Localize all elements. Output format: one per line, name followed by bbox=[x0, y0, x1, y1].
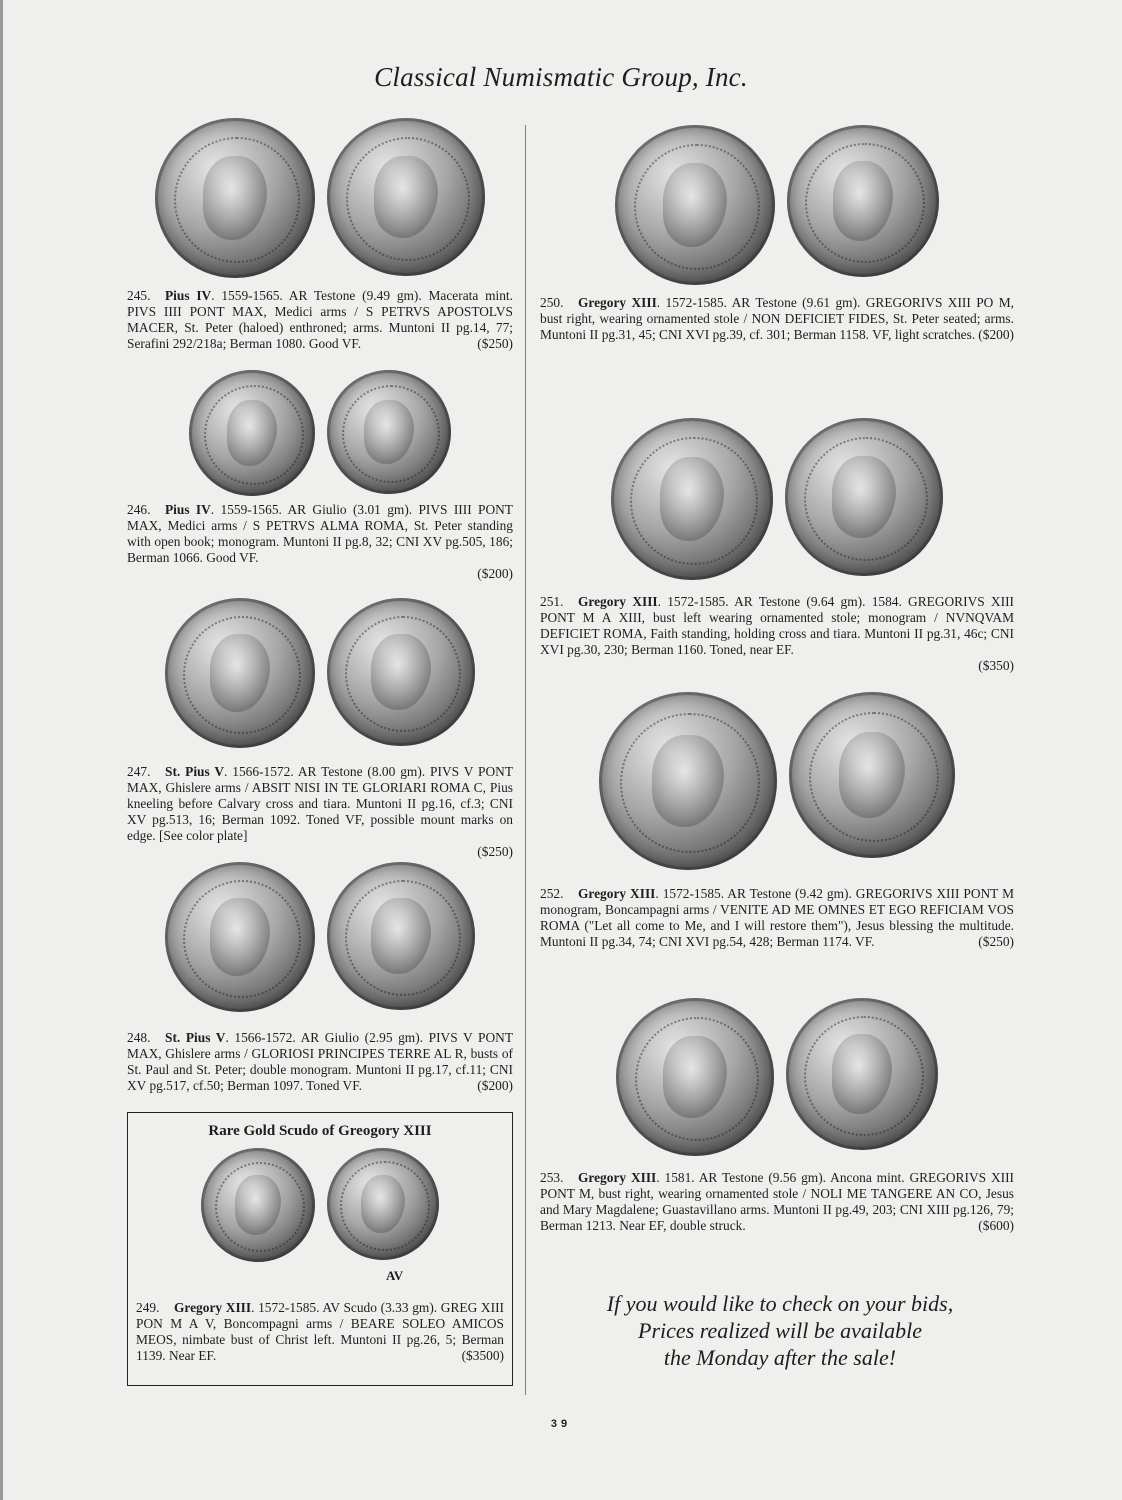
lot-253 bbox=[540, 998, 1014, 1234]
coin-images bbox=[540, 998, 1014, 1160]
box-title: Rare Gold Scudo of Greogory XIII bbox=[208, 1123, 432, 1139]
lot-description: 253. Gregory XIII. 1581. AR Testone (9.56 gm). Ancona mint. GREGORIVS XIII PONT M, bust right, wearing ornamented stole / NOLI ME TANGERE AN CO, Jesus and Mary Magdalene; Guastavillano arms. Muntoni II pg.49, 203; CNI XIII pg.126, 79; Berman 1213. Near EF, double struck. ($600) bbox=[540, 1170, 1014, 1233]
coin-images bbox=[540, 125, 1014, 287]
coin-obverse bbox=[599, 692, 777, 870]
lot-price: ($250) bbox=[477, 336, 513, 351]
lot-description: 250. Gregory XIII. 1572-1585. AR Testone (9.61 gm). GREGORIVS XIII PO M, bust right, wearing ornamented stole / NON DEFICIET FIDES, St. Peter seated; arms. Muntoni II pg.31, 45; CNI XVI pg.39, cf. 301; Berman 1158. VF, light scratches. ($200) bbox=[540, 295, 1014, 342]
lot-description: 248. St. Pius V. 1566-1572. AR Giulio (2.95 gm). PIVS V PONT MAX, Ghislere arms / GLORIOSI PRINCIPES TERRE AL R, busts of St. Paul and St. Peter; double monogram. Muntoni II pg.17, cf.11; CNI XV pg.517, cf.50; Berman 1097. Toned VF. ($200) bbox=[127, 1030, 513, 1093]
lot-245 bbox=[127, 118, 513, 352]
lot-description: 247. St. Pius V. 1566-1572. AR Testone (8.00 gm). PIVS V PONT MAX, Ghislere arms / ABSIT NISI IN TE GLORIARI ROMA C, Pius kneeling before Calvary cross and tiara. Muntoni II pg.16, cf.3; CNI XV pg.513, 16; Berman 1092. Toned VF, possible mount marks on edge. [See color plate] ($250) bbox=[127, 764, 514, 859]
coin-reverse bbox=[789, 692, 955, 858]
lot-description: 249. Gregory XIII. 1572-1585. AV Scudo (3.33 gm). GREG XIII PON M A V, Boncompagni arms / BEARE SOLEO AMICOS MEOS, nimbate bust of Christ left. Muntoni II pg.26, 5; Berman 1139. Near EF. ($3500) bbox=[136, 1300, 504, 1363]
lot-247 bbox=[127, 598, 513, 860]
coin-reverse bbox=[786, 998, 938, 1150]
coin-obverse bbox=[616, 998, 774, 1156]
lot-price: ($3500) bbox=[461, 1348, 504, 1363]
coin-obverse bbox=[165, 598, 315, 748]
lot-249-box bbox=[127, 1112, 513, 1386]
lot-price: ($200) bbox=[477, 1078, 513, 1093]
lot-description: 245. Pius IV. 1559-1565. AR Testone (9.49 gm). Macerata mint. PIVS IIII PONT MAX, Medici arms / S PETRVS APOSTOLVS MACER, St. Peter (haloed) enthroned; arms. Muntoni II pg.14, 77; Serafini 292/218a; Berman 1080. Good VF. ($250) bbox=[127, 288, 513, 351]
lot-price: ($250) bbox=[477, 844, 513, 859]
coin-images bbox=[136, 1148, 504, 1266]
metal-label: AV bbox=[386, 1268, 404, 1283]
lot-description: 252. Gregory XIII. 1572-1585. AR Testone (9.42 gm). GREGORIVS XIII PONT M monogram, Boncampagni arms / VENITE AD ME OMNES ET EGO REFICIAM VOS ROMA ("Let all come to Me, and I will restore them"), Jesus blessing the multitude. Muntoni II pg.34, 74; CNI XVI pg.54, 428; Berman 1174. VF. ($250) bbox=[540, 886, 1014, 949]
lot-251 bbox=[540, 418, 1014, 674]
note-line-2: Prices realized will be available bbox=[638, 1318, 922, 1343]
page-title: Classical Numismatic Group, Inc. bbox=[374, 62, 748, 92]
lot-description: 251. Gregory XIII. 1572-1585. AR Testone (9.64 gm). 1584. GREGORIVS XIII PONT M A XIII, bust left wearing ornamented stole; monogram / NVNQVAM DEFICIET ROMA, Faith standing, holding cross and tiara. Muntoni II pg.31, 46c; CNI XVI pg.30, 230; Berman 1160. Toned, near EF. ($350) bbox=[540, 594, 1014, 673]
lot-price: ($600) bbox=[978, 1218, 1014, 1233]
lot-description: 246. Pius IV. 1559-1565. AR Giulio (3.01 gm). PIVS IIII PONT MAX, Medici arms / S PETRVS ALMA ROMA, St. Peter standing with open book; monogram. Muntoni II pg.8, 32; CNI XV pg.505, 186; Berman 1066. Good VF. ($200) bbox=[127, 502, 513, 581]
lot-246 bbox=[127, 370, 513, 582]
page-number: 39 bbox=[550, 1418, 572, 1430]
lot-price: ($250) bbox=[978, 934, 1014, 949]
coin-reverse bbox=[327, 118, 485, 276]
coin-images bbox=[127, 370, 513, 498]
coin-obverse bbox=[189, 370, 315, 496]
coin-obverse bbox=[165, 862, 315, 1012]
coin-obverse bbox=[615, 125, 775, 285]
coin-reverse bbox=[327, 862, 475, 1010]
coin-reverse bbox=[787, 125, 939, 277]
note-line-1: If you would like to check on your bids, bbox=[606, 1291, 954, 1316]
coin-reverse bbox=[327, 1148, 439, 1260]
coin-obverse bbox=[201, 1148, 315, 1262]
lot-250 bbox=[540, 125, 1014, 343]
lot-248 bbox=[127, 862, 513, 1094]
coin-reverse bbox=[327, 370, 451, 494]
coin-images bbox=[127, 862, 513, 1014]
coin-obverse bbox=[155, 118, 315, 278]
lot-price: ($200) bbox=[978, 327, 1014, 342]
coin-images bbox=[127, 118, 513, 280]
note-line-3: the Monday after the sale! bbox=[663, 1345, 897, 1370]
coin-images bbox=[540, 692, 1014, 872]
coin-reverse bbox=[785, 418, 943, 576]
column-divider bbox=[525, 125, 526, 1395]
coin-obverse bbox=[611, 418, 773, 580]
coin-reverse bbox=[327, 598, 475, 746]
lot-252 bbox=[540, 692, 1014, 950]
coin-images bbox=[127, 598, 513, 750]
results-note bbox=[540, 1290, 1020, 1371]
page-edge bbox=[0, 0, 3, 1500]
lot-price: ($350) bbox=[978, 658, 1014, 673]
coin-images bbox=[540, 418, 1014, 582]
lot-price: ($200) bbox=[477, 566, 513, 581]
